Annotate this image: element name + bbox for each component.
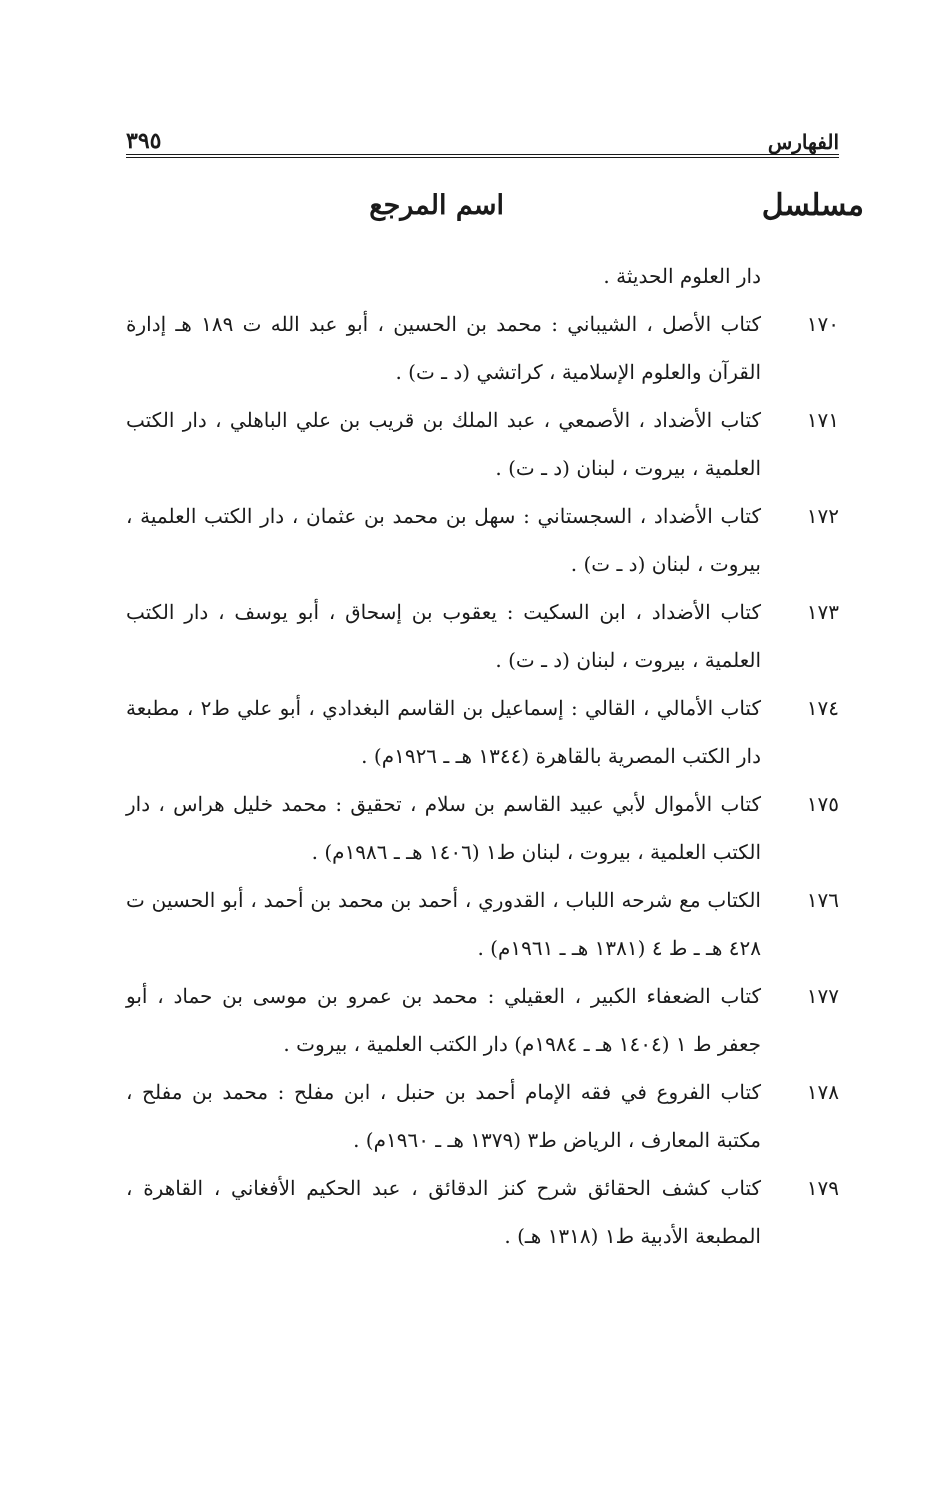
reference-entry: [126, 876, 839, 972]
entry-text: كتاب كشف الحقائق شرح كنز الدقائق ، عبد الحكيم الأفغاني ، القاهرة ، المطبعة الأدبية ط١ (١٣١٨ هـ) .: [126, 1176, 761, 1248]
reference-entry: [126, 1164, 839, 1260]
reference-entry: [126, 684, 839, 780]
entry-number: ١٧٥: [806, 792, 839, 816]
reference-entry: [126, 1068, 839, 1164]
header-rule: [126, 154, 839, 158]
entry-text: كتاب الأصل ، الشيباني : محمد بن الحسين ، أبو عبد الله ت ١٨٩ هـ إدارة القرآن والعلوم الإسلامية ، كراتشي (د ـ ت) .: [126, 312, 761, 384]
entry-text: كتاب الأضداد ، ابن السكيت : يعقوب بن إسحاق ، أبو يوسف ، دار الكتب العلمية ، بيروت ، لبنان (د ـ ت) .: [126, 600, 761, 672]
entry-number: ١٧٠: [806, 312, 839, 336]
entry-text: كتاب الأموال لأبي عبيد القاسم بن سلام ، تحقيق : محمد خليل هراس ، دار الكتب العلمية ، بيروت ، لبنان ط١ (١٤٠٦ هـ ـ ١٩٨٦م) .: [126, 792, 761, 864]
reference-entry: [126, 780, 839, 876]
entry-text: كتاب الضعفاء الكبير ، العقيلي : محمد بن عمرو بن موسى بن حماد ، أبو جعفر ط ١ (١٤٠٤ هـ ـ ١٩٨٤م) دار الكتب العلمية ، بيروت .: [126, 984, 761, 1056]
reference-entry: [126, 300, 839, 396]
page-header: [126, 110, 839, 154]
column-heading-serial: مسلسل: [761, 188, 864, 223]
entry-number: ١٧٤: [806, 696, 839, 720]
entry-number: ١٧٣: [806, 600, 839, 624]
entry-text: كتاب الأمالي ، القالي : إسماعيل بن القاسم البغدادي ، أبو علي ط٢ ، مطبعة دار الكتب المصرية بالقاهرة (١٣٤٤ هـ ـ ١٩٢٦م) .: [126, 696, 761, 768]
entry-number: ١٧١: [806, 408, 839, 432]
entry-text: كتاب الأضداد ، الأصمعي ، عبد الملك بن قريب بن علي الباهلي ، دار الكتب العلمية ، بيروت ، لبنان (د ـ ت) .: [126, 408, 761, 480]
page-number: ٣٩٥: [126, 128, 162, 154]
continuation-line: دار العلوم الحديثة .: [603, 264, 761, 288]
reference-list: [126, 300, 839, 1260]
entry-number: ١٧٩: [806, 1176, 839, 1200]
reference-entry: [126, 396, 839, 492]
running-title: الفهارس: [767, 130, 839, 154]
entry-text: كتاب الأضداد ، السجستاني : سهل بن محمد بن عثمان ، دار الكتب العلمية ، بيروت ، لبنان (د ـ ت) .: [126, 504, 761, 576]
column-heading-reference: اسم المرجع: [369, 190, 504, 221]
entry-number: ١٧٧: [806, 984, 839, 1008]
entry-text: كتاب الفروع في فقه الإمام أحمد بن حنبل ، ابن مفلح : محمد بن مفلح ، مكتبة المعارف ، الرياض ط٣ (١٣٧٩ هـ ـ ١٩٦٠م) .: [126, 1080, 761, 1152]
entry-text: الكتاب مع شرحه اللباب ، القدوري ، أحمد بن محمد بن أحمد ، أبو الحسين ت ٤٢٨ هـ ـ ط ٤ (١٣٨١ هـ ـ ١٩٦١م) .: [126, 888, 761, 960]
entry-number: ١٧٦: [806, 888, 839, 912]
reference-entry: [126, 588, 839, 684]
reference-entry: [126, 972, 839, 1068]
entry-number: ١٧٢: [806, 504, 839, 528]
entry-number: ١٧٨: [806, 1080, 839, 1104]
reference-entry: [126, 492, 839, 588]
